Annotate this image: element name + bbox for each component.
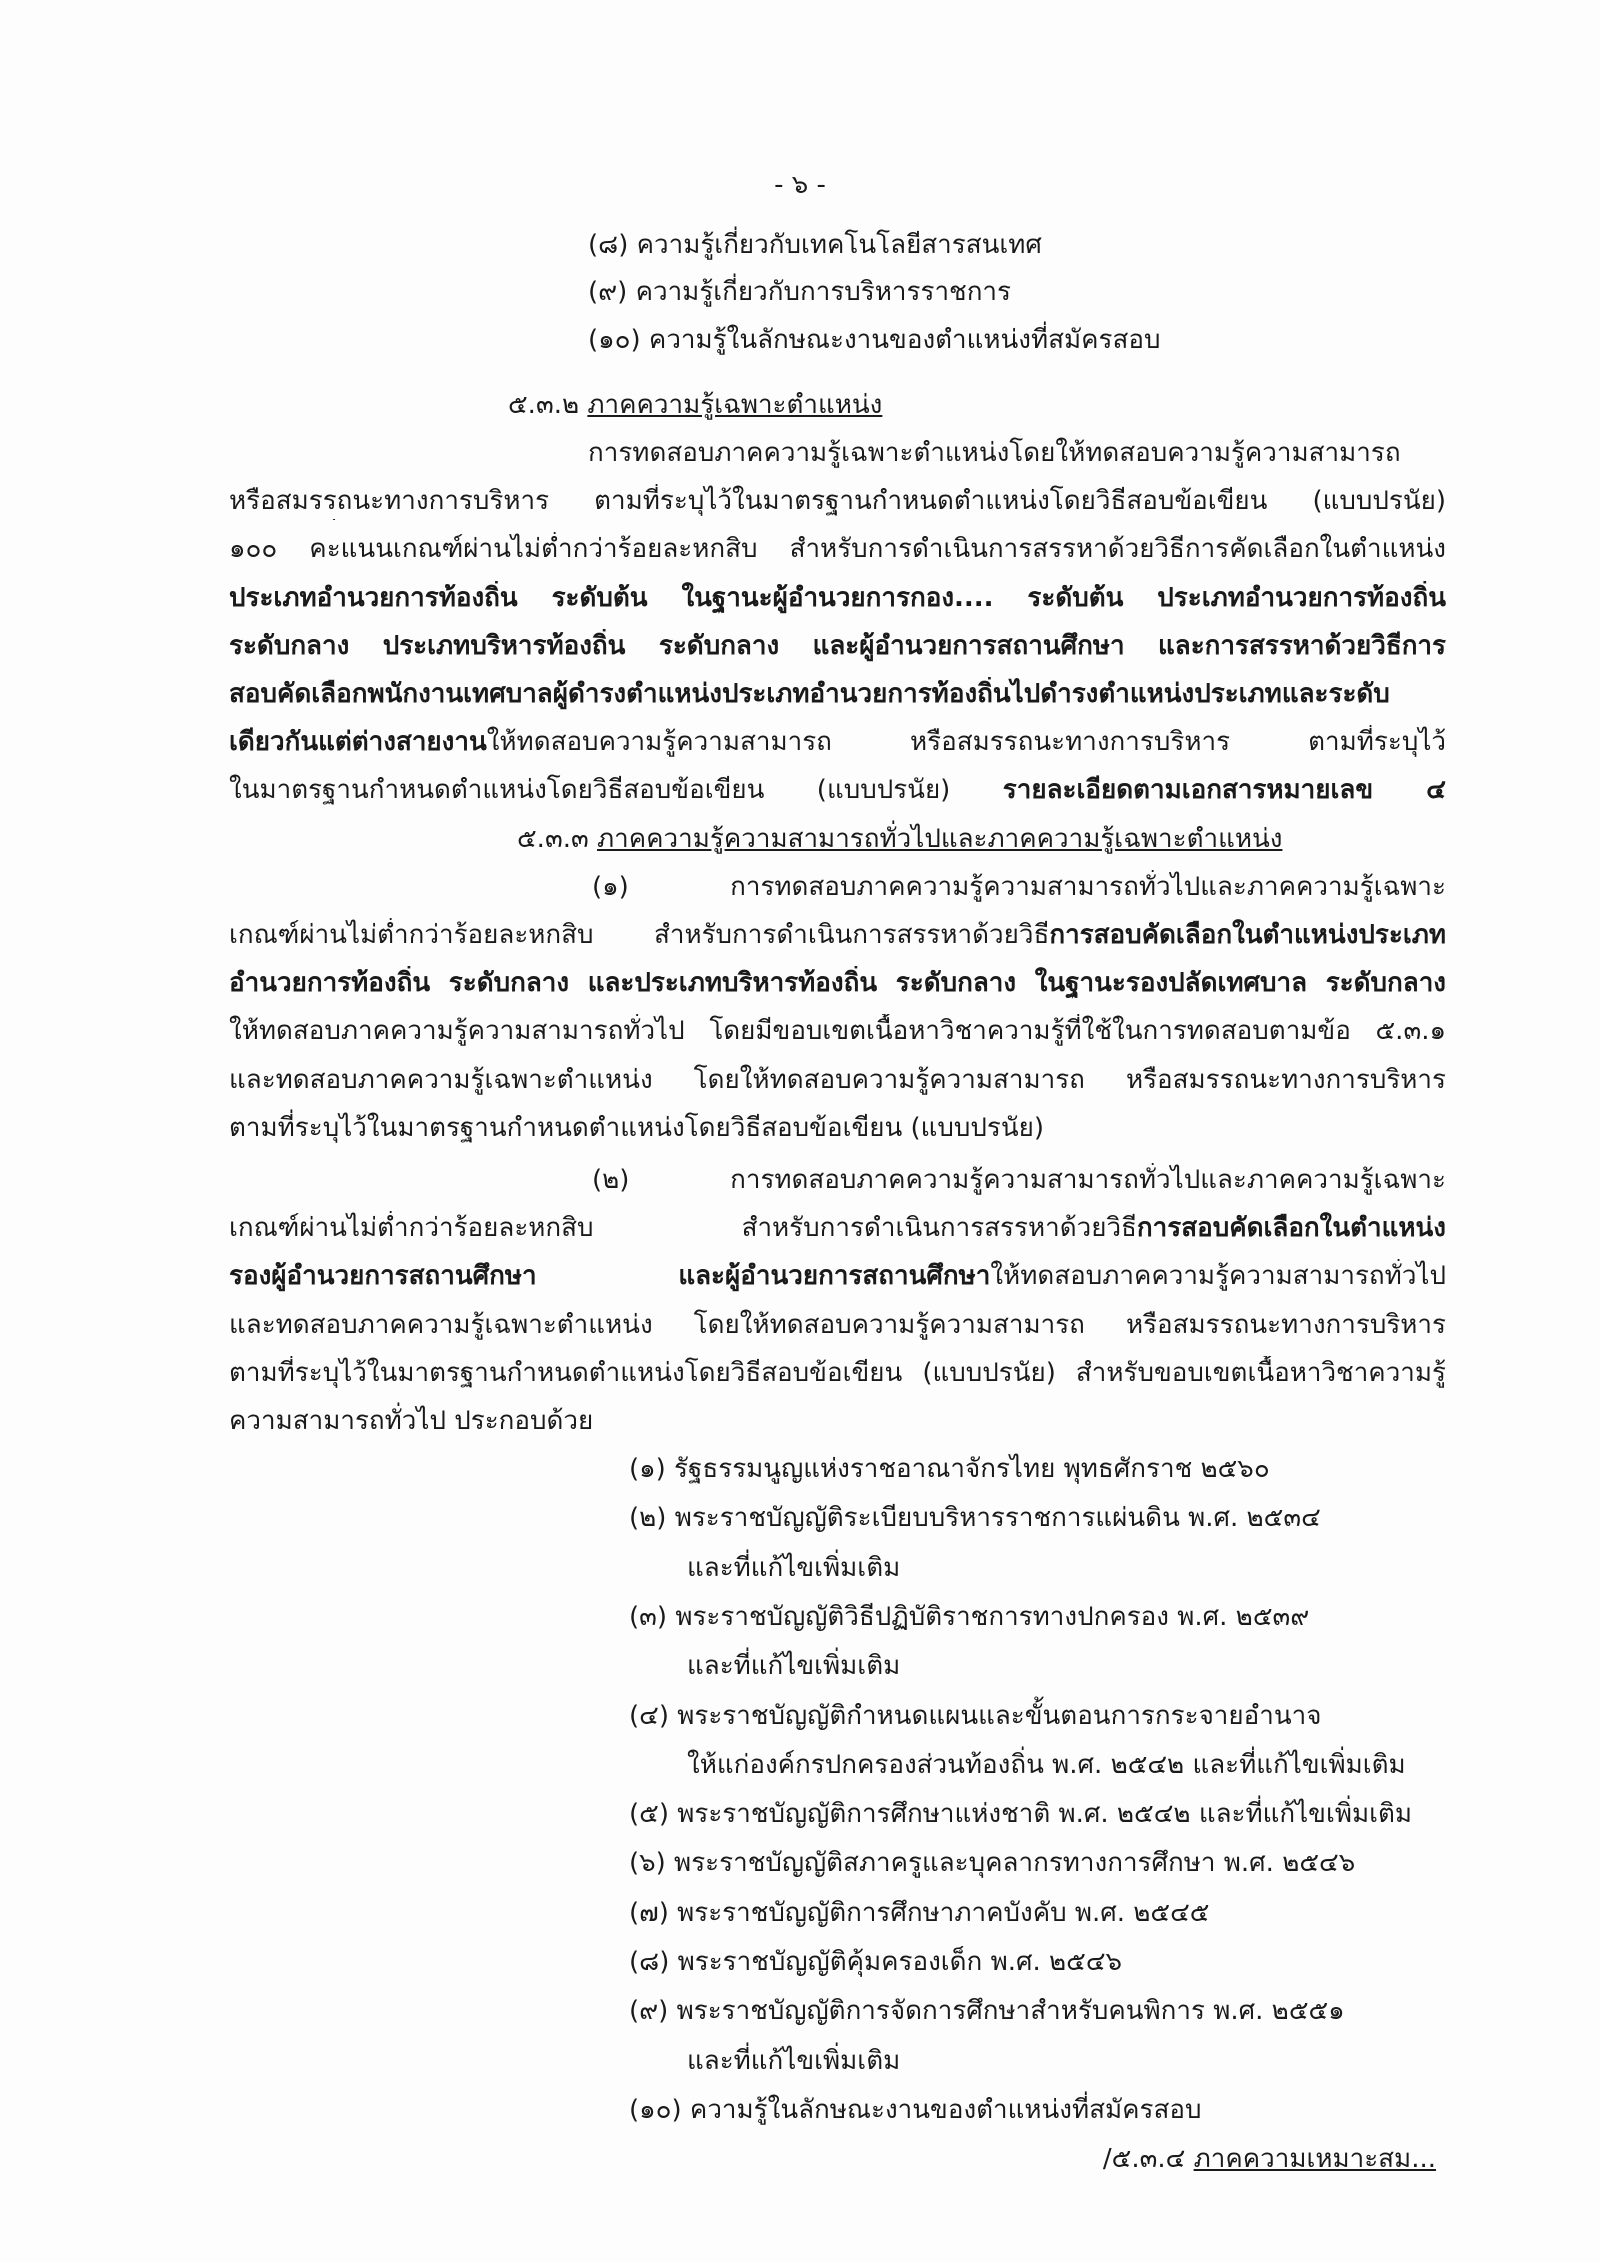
- text-line: [629, 1699, 1321, 1733]
- text-line: [629, 1600, 1309, 1634]
- text-segment: หรือสมรรถนะทางการบริหาร ตามที่ระบุไว้ในมาตรฐานกำหนดตำแหน่งโดยวิธีสอบข้อเขียน (แบบปรนัย): [229, 486, 1446, 517]
- text-segment: /๕.๓.๔: [1102, 2144, 1194, 2175]
- text-line: [588, 323, 1160, 357]
- section-heading: ภาคความเหมาะสม...: [1193, 2144, 1436, 2175]
- text-line: [588, 228, 1042, 262]
- text-segment: ให้แก่องค์กรปกครองส่วนท้องถิ่น พ.ศ. ๒๕๔๒ และที่แก้ไขเพิ่มเติม: [687, 1749, 1406, 1780]
- text-line: [687, 1551, 900, 1585]
- text-line: [629, 1452, 1270, 1486]
- text-line: [229, 1259, 1446, 1295]
- text-segment: (๕) พระราชบัญญัติการศึกษาแห่งชาติ พ.ศ. ๒๕๔๒ และที่แก้ไขเพิ่มเติม: [629, 1799, 1413, 1830]
- text-segment: (๙) ความรู้เกี่ยวกับการบริหารราชการ: [588, 277, 1011, 307]
- text-line: [229, 1356, 1446, 1392]
- text-segment: เกณฑ์ผ่านไม่ต่ำกว่าร้อยละหกสิบ สำหรับการดำเนินการสรรหาด้วยวิธี: [229, 920, 1050, 950]
- text-segment: (๓) พระราชบัญญัติวิธีปฏิบัติราชการทางปกครอง พ.ศ. ๒๕๓๙: [629, 1601, 1310, 1632]
- text-line: [229, 1404, 593, 1438]
- bold-text: เดียวกันแต่ต่างสายงาน: [229, 727, 487, 758]
- text-line: [517, 822, 1282, 856]
- text-segment: ๕.๓.๒: [508, 390, 588, 420]
- text-segment: การทดสอบภาคความรู้เฉพาะตำแหน่งโดยให้ทดสอบความรู้ความสามารถ: [588, 438, 1401, 468]
- text-segment: ในมาตรฐานกำหนดตำแหน่งโดยวิธีสอบข้อเขียน (แบบปรนัย): [229, 775, 1003, 806]
- text-line: [592, 1163, 1446, 1199]
- text-segment: และที่แก้ไขเพิ่มเติม: [687, 1552, 901, 1583]
- text-line: [229, 1211, 1446, 1247]
- bold-text: ประเภทอำนวยการท้องถิ่น ระดับต้น ในฐานะผู้อำนวยการกอง.... ระดับต้น ประเภทอำนวยการท้องถิ่น: [229, 582, 1446, 613]
- text-segment: (๒) พระราชบัญญัติระเบียบบริหารราชการแผ่นดิน พ.ศ. ๒๕๓๔: [629, 1503, 1321, 1534]
- text-line: [687, 1649, 900, 1683]
- text-segment: (๑๐) ความรู้ในลักษณะงานของตำแหน่งที่สมัครสอบ: [588, 325, 1161, 355]
- text-segment: (๑) การทดสอบภาคความรู้ความสามารถทั่วไปและภาคความรู้เฉพาะ: [592, 871, 1446, 902]
- text-line: [629, 1846, 1355, 1880]
- text-segment: และทดสอบภาคความรู้เฉพาะตำแหน่ง โดยให้ทดสอบความรู้ความสามารถ หรือสมรรถนะทางการบริหาร: [229, 1064, 1446, 1095]
- bold-text: อำนวยการท้องถิ่น ระดับกลาง และประเภทบริหารท้องถิ่น ระดับกลาง ในฐานะรองปลัดเทศบาล ระดับกลาง: [229, 968, 1446, 999]
- text-line: [629, 1797, 1412, 1831]
- text-line: [229, 484, 1446, 520]
- text-line: [687, 2044, 900, 2078]
- text-line: [629, 1945, 1122, 1979]
- bold-text: การสอบคัดเลือกในตำแหน่ง: [1136, 1213, 1446, 1244]
- text-segment: ให้ทดสอบภาคความรู้ความสามารถทั่วไป โดยมีขอบเขตเนื้อหาวิชาความรู้ที่ใช้ในการทดสอบตามข้อ ๕.๓.๑: [229, 1016, 1446, 1047]
- page-number: - ๖ -: [774, 170, 826, 200]
- text-segment: ความสามารถทั่วไป ประกอบด้วย: [229, 1406, 594, 1436]
- text-line: [687, 1748, 1406, 1782]
- text-line: [588, 436, 1446, 472]
- text-segment: ๑๐๐ คะแนนเกณฑ์ผ่านไม่ต่ำกว่าร้อยละหกสิบ สำหรับการดำเนินการสรรหาด้วยวิธีการคัดเลือกในตำแหน่ง: [229, 534, 1446, 565]
- text-segment: (๘) พระราชบัญญัติคุ้มครองเด็ก พ.ศ. ๒๕๔๖: [629, 1947, 1122, 1977]
- bold-text: สอบคัดเลือกพนักงานเทศบาลผู้ดำรงตำแหน่งประเภทอำนวยการท้องถิ่นไปดำรงตำแหน่งประเภทและระดับ: [229, 679, 1390, 709]
- text-segment: (๑๐) ความรู้ในลักษณะงานของตำแหน่งที่สมัครสอบ: [629, 2094, 1202, 2125]
- text-line: [229, 677, 1446, 713]
- text-line: [229, 1308, 1446, 1344]
- text-line: [229, 629, 1446, 665]
- text-line: [629, 1501, 1321, 1535]
- text-line: [629, 2093, 1201, 2127]
- bold-text: รองผู้อำนวยการสถานศึกษา และผู้อำนวยการสถานศึกษา: [229, 1261, 991, 1292]
- bold-text: การสอบคัดเลือกในตำแหน่งประเภท: [1049, 920, 1446, 950]
- text-line: [229, 966, 1446, 1002]
- text-segment: ให้ทดสอบความรู้ความสามารถ หรือสมรรถนะทางการบริหาร ตามที่ระบุไว้: [486, 727, 1446, 758]
- bold-text: รายละเอียดตามเอกสารหมายเลข ๔: [1002, 775, 1446, 806]
- text-segment: ตามที่ระบุไว้ในมาตรฐานกำหนดตำแหน่งโดยวิธีสอบข้อเขียน (แบบปรนัย) สำหรับขอบเขตเนื้อหาวิชาความรู้: [229, 1357, 1446, 1388]
- text-segment: (๘) ความรู้เกี่ยวกับเทคโนโลยีสารสนเทศ: [588, 230, 1042, 260]
- section-heading: ภาคความรู้ความสามารถทั่วไปและภาคความรู้เฉพาะตำแหน่ง: [597, 823, 1283, 854]
- text-line: [229, 725, 1446, 761]
- text-line: [629, 1994, 1345, 2028]
- text-line: [229, 918, 1446, 954]
- text-line: [229, 532, 1446, 568]
- text-line: [629, 1896, 1209, 1930]
- text-segment: ตามที่ระบุไว้ในมาตรฐานกำหนดตำแหน่งโดยวิธีสอบข้อเขียน (แบบปรนัย): [229, 1112, 1045, 1143]
- text-line: [229, 773, 1446, 809]
- text-line: [508, 388, 882, 422]
- text-line: [1103, 2142, 1436, 2176]
- text-line: [588, 275, 1011, 309]
- text-line: [229, 1014, 1446, 1050]
- text-segment: ๕.๓.๓: [517, 823, 598, 854]
- text-segment: (๔) พระราชบัญญัติกำหนดแผนและขั้นตอนการกระจายอำนาจ: [629, 1700, 1322, 1731]
- text-segment: (๙) พระราชบัญญัติการจัดการศึกษาสำหรับคนพิการ พ.ศ. ๒๕๕๑: [629, 1996, 1345, 2027]
- text-segment: (๗) พระราชบัญญัติการศึกษาภาคบังคับ พ.ศ. ๒๕๔๕: [629, 1897, 1210, 1928]
- text-segment: (๒) การทดสอบภาคความรู้ความสามารถทั่วไปและภาคความรู้เฉพาะ: [592, 1165, 1446, 1195]
- text-segment: (๑) รัฐธรรมนูญแห่งราชอาณาจักรไทย พุทธศักราช ๒๕๖๐: [629, 1454, 1270, 1484]
- text-line: [229, 581, 1446, 617]
- text-segment: และที่แก้ไขเพิ่มเติม: [687, 2045, 901, 2076]
- text-line: [592, 870, 1446, 906]
- text-segment: และที่แก้ไขเพิ่มเติม: [687, 1651, 901, 1682]
- text-segment: เกณฑ์ผ่านไม่ต่ำกว่าร้อยละหกสิบ สำหรับการดำเนินการสรรหาด้วยวิธี: [229, 1213, 1137, 1244]
- text-segment: ให้ทดสอบภาคความรู้ความสามารถทั่วไป: [990, 1261, 1446, 1292]
- text-segment: และทดสอบภาคความรู้เฉพาะตำแหน่ง โดยให้ทดสอบความรู้ความสามารถ หรือสมรรถนะทางการบริหาร: [229, 1309, 1446, 1340]
- section-heading: ภาคความรู้เฉพาะตำแหน่ง: [587, 390, 883, 420]
- bold-text: ระดับกลาง ประเภทบริหารท้องถิ่น ระดับกลาง และผู้อำนวยการสถานศึกษา และการสรรหาด้วยวิธีการ: [229, 630, 1446, 661]
- text-line: [229, 1063, 1446, 1099]
- text-segment: (๖) พระราชบัญญัติสภาครูและบุคลากรทางการศึกษา พ.ศ. ๒๕๔๖: [629, 1848, 1356, 1879]
- text-line: [229, 1111, 1044, 1145]
